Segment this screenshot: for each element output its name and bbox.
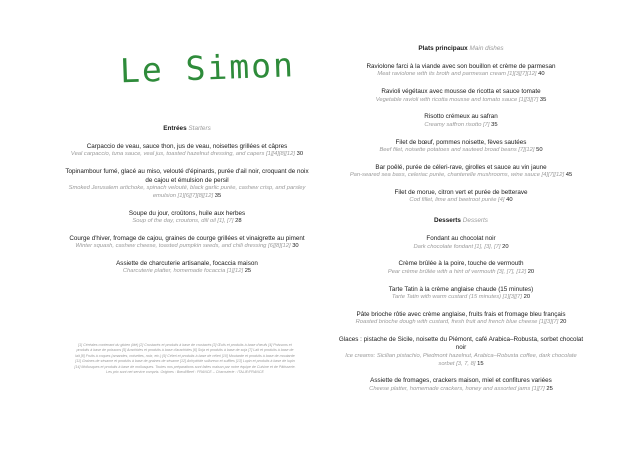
menu-item <box>64 143 310 159</box>
dish-name: Fondant au chocolat noir <box>426 235 496 243</box>
menu-item <box>338 336 584 368</box>
dish-price: 40 <box>506 197 513 204</box>
starters-subtitle: Starters <box>188 125 211 132</box>
dish-description-text: Pan-seared sea bass, celeriac purée, chanterelle mushrooms, wine sauce [4][7][12] <box>349 172 565 179</box>
restaurant-logo <box>118 45 296 91</box>
dish-description-text: Vegetable ravioli with ricotta mousse and tomato sauce [1][3][7] <box>375 96 539 103</box>
dish-name: Assiette de charcuterie artisanale, focaccia maison <box>116 260 258 268</box>
logo-wordmark: Le Simon <box>119 45 296 91</box>
dish-name: Bar poêlé, purée de céleri-rave, girolles et sauce au vin jaune <box>375 163 547 171</box>
dish-description <box>338 122 584 130</box>
dish-description-text: Charcuterie platter, homemade focaccia [1][12] <box>122 268 244 275</box>
dish-description <box>338 353 584 369</box>
dish-description <box>338 71 584 79</box>
dish-description-text: Soup of the day, croutons, dill oil [1], [7] <box>132 218 234 225</box>
dish-price: 40 <box>538 71 545 78</box>
dish-name: Courge d'hiver, fromage de cajou, graines de courge grillées et vinaigrette au piment <box>69 234 305 242</box>
dish-description <box>64 185 310 201</box>
dish-name: Filet de morue, citron vert et purée de betterave <box>394 189 528 197</box>
desserts-subtitle: Desserts <box>462 217 488 225</box>
menu-item <box>338 139 584 155</box>
dish-price: 20 <box>559 319 567 326</box>
dish-description <box>338 97 584 105</box>
dish-description <box>64 151 310 159</box>
dish-price: 25 <box>546 385 553 392</box>
dish-description-text: Smoked Jerusalem artichoke, spinach velouté, black garlic purée, cashew crisp, and parsley emulsion [1][6][7][8][12] <box>68 185 306 199</box>
starters-title: Entrées <box>163 125 187 132</box>
dish-description-text: Meat raviolone with its broth and parmesan cream [1][3][7][12] <box>377 71 537 78</box>
dish-name: Risotto crémeux au safran <box>424 113 498 121</box>
dish-description <box>338 294 584 302</box>
menu-item <box>64 168 310 200</box>
desserts-title: Desserts <box>433 217 461 225</box>
menu-item <box>338 260 584 276</box>
dish-price: 25 <box>244 268 252 275</box>
menu-item <box>338 164 584 180</box>
dish-price: 30 <box>292 243 299 250</box>
dish-description <box>64 243 310 251</box>
menu-item <box>64 260 310 276</box>
dish-name: Crème brûlée à la poire, touche de vermouth <box>398 260 524 268</box>
dish-description <box>338 269 584 277</box>
dish-price: 28 <box>235 218 242 225</box>
starters-column <box>64 124 310 285</box>
dish-price: 45 <box>565 172 573 179</box>
menu-item <box>338 311 584 327</box>
menu-item <box>338 189 584 205</box>
menu-item <box>338 235 584 251</box>
mains-subtitle: Main dishes <box>469 45 504 52</box>
dish-name: Raviolone farci à la viande avec son bouillon et crème de parmesan <box>366 63 556 70</box>
dish-price: 20 <box>527 268 535 275</box>
dish-description-text: Tarte Tatin with warm custard (15 minutes) [1][3][7] <box>391 294 522 301</box>
mains-heading <box>338 44 584 53</box>
dish-price: 35 <box>214 192 222 199</box>
dish-price: 35 <box>491 121 498 128</box>
dish-description <box>338 386 584 394</box>
dish-description <box>338 319 584 327</box>
dish-description-text: Creamy saffron risotto [7] <box>424 121 490 128</box>
menu-item <box>338 286 584 302</box>
menu-item <box>338 63 584 79</box>
menu-item <box>338 88 584 104</box>
dish-price: 20 <box>502 243 509 250</box>
dish-name: Topinambour fumé, glacé au miso, velouté d'épinards, purée d'ail noir, croquant de noix de cajou et émulsion de persil <box>65 168 309 184</box>
dish-description <box>64 218 310 226</box>
menu-item <box>64 235 310 251</box>
starters-heading <box>64 124 310 133</box>
dish-description <box>64 268 310 276</box>
dish-price: 50 <box>536 147 543 154</box>
mains-title: Plats principaux <box>418 45 468 52</box>
dish-description-text: Cod fillet, lime and beetroot purée [4] <box>409 197 505 204</box>
allergen-footnote: [1] Céréales contenant du gluten (blé) [2] Crustacés et produits à base de crustacés [3] Œufs et produits à base d'œufs [4] Poissons et produits à base de poissons [5] Arachides et produits à base d'arachides [6] Soja et produits à base de soja [7] Lait et produits à base de lait [8] Fruits à coques (amandes, noisettes, noix, etc.) [9] Céleri et produits à base de céleri [10] Moutarde et produits à base de moutarde [11] Graines de sésame et produits à base de graines de sésame [12] Anhydride sulfureux et sulfites [13] Lupin et produits à base de lupin [14] Mollusques et produits à base de mollusques. Toutes nos préparations sont faites maison par notre équipe de Cuisine et de Pâtisserie. Les prix sont net service compris. Origines : Bœuf/Beef : FRANCE – Charcuterie : ITALIE/FRANCE <box>74 343 296 375</box>
dish-price: 20 <box>523 294 531 301</box>
dish-name: Pâte brioche rôtie avec crème anglaise, fruits frais et fromage bleu français <box>356 310 566 318</box>
dish-description-text: Veal carpaccio, tuna sauce, veal jus, toasted hazelnut dressing, and capers [1][4][8][12] <box>70 151 295 158</box>
dish-price: 35 <box>539 96 547 103</box>
menu-item <box>338 113 584 129</box>
dish-description <box>338 197 584 205</box>
dish-description-text: Winter squash, cashew cheese, toasted pumpkin seeds, and chili dressing [6][8][12] <box>75 243 291 250</box>
menu-item <box>64 210 310 226</box>
dish-name: Carpaccio de veau, sauce thon, jus de veau, noisettes grillées et câpres <box>86 143 288 150</box>
dish-description-text: Ice creams: Sicilian pistachio, Piedmont hazelnut, Arabica–Robusta coffee, dark chocolate sorbet [3, 7, 8] <box>345 352 577 367</box>
dish-description-text: Beef filet, noisette potatoes and sauteed broad beans [7][12] <box>379 147 535 154</box>
dish-description <box>338 147 584 155</box>
dish-description-text: Roasted brioche dough with custard, fresh fruit and french blue cheese [1][3][7] <box>355 319 559 326</box>
menu-item <box>338 377 584 393</box>
dish-name: Glaces : pistache de Sicile, noisette du Piémont, café Arabica–Robusta, sorbet chocolat noir <box>338 336 584 352</box>
dish-name: Filet de bœuf, pommes noisette, fèves sautées <box>395 138 527 146</box>
dish-name: Soupe du jour, croûtons, huile aux herbes <box>128 209 246 217</box>
dish-description-text: Cheese platter, homemade crackers, honey and assorted jams [1][7] <box>369 385 545 392</box>
dish-name: Tarte Tatin à la crème anglaise chaude (15 minutes) <box>388 285 534 293</box>
dish-description <box>338 244 584 252</box>
dish-name: Assiette de fromages, crackers maison, miel et confitures variées <box>370 377 552 385</box>
dish-name: Ravioli végétaux avec mousse de ricotta et sauce tomate <box>381 88 541 96</box>
dish-description-text: Dark chocolate fondant [1], [3], [7] <box>413 243 501 250</box>
dish-price: 30 <box>296 151 304 158</box>
dish-price: 15 <box>477 360 484 367</box>
mains-desserts-column <box>338 44 584 403</box>
dish-description <box>338 172 584 180</box>
desserts-heading <box>338 216 584 225</box>
dish-description-text: Pear crème brûlée with a hint of vermouth [3], [7], [12] <box>387 268 527 275</box>
